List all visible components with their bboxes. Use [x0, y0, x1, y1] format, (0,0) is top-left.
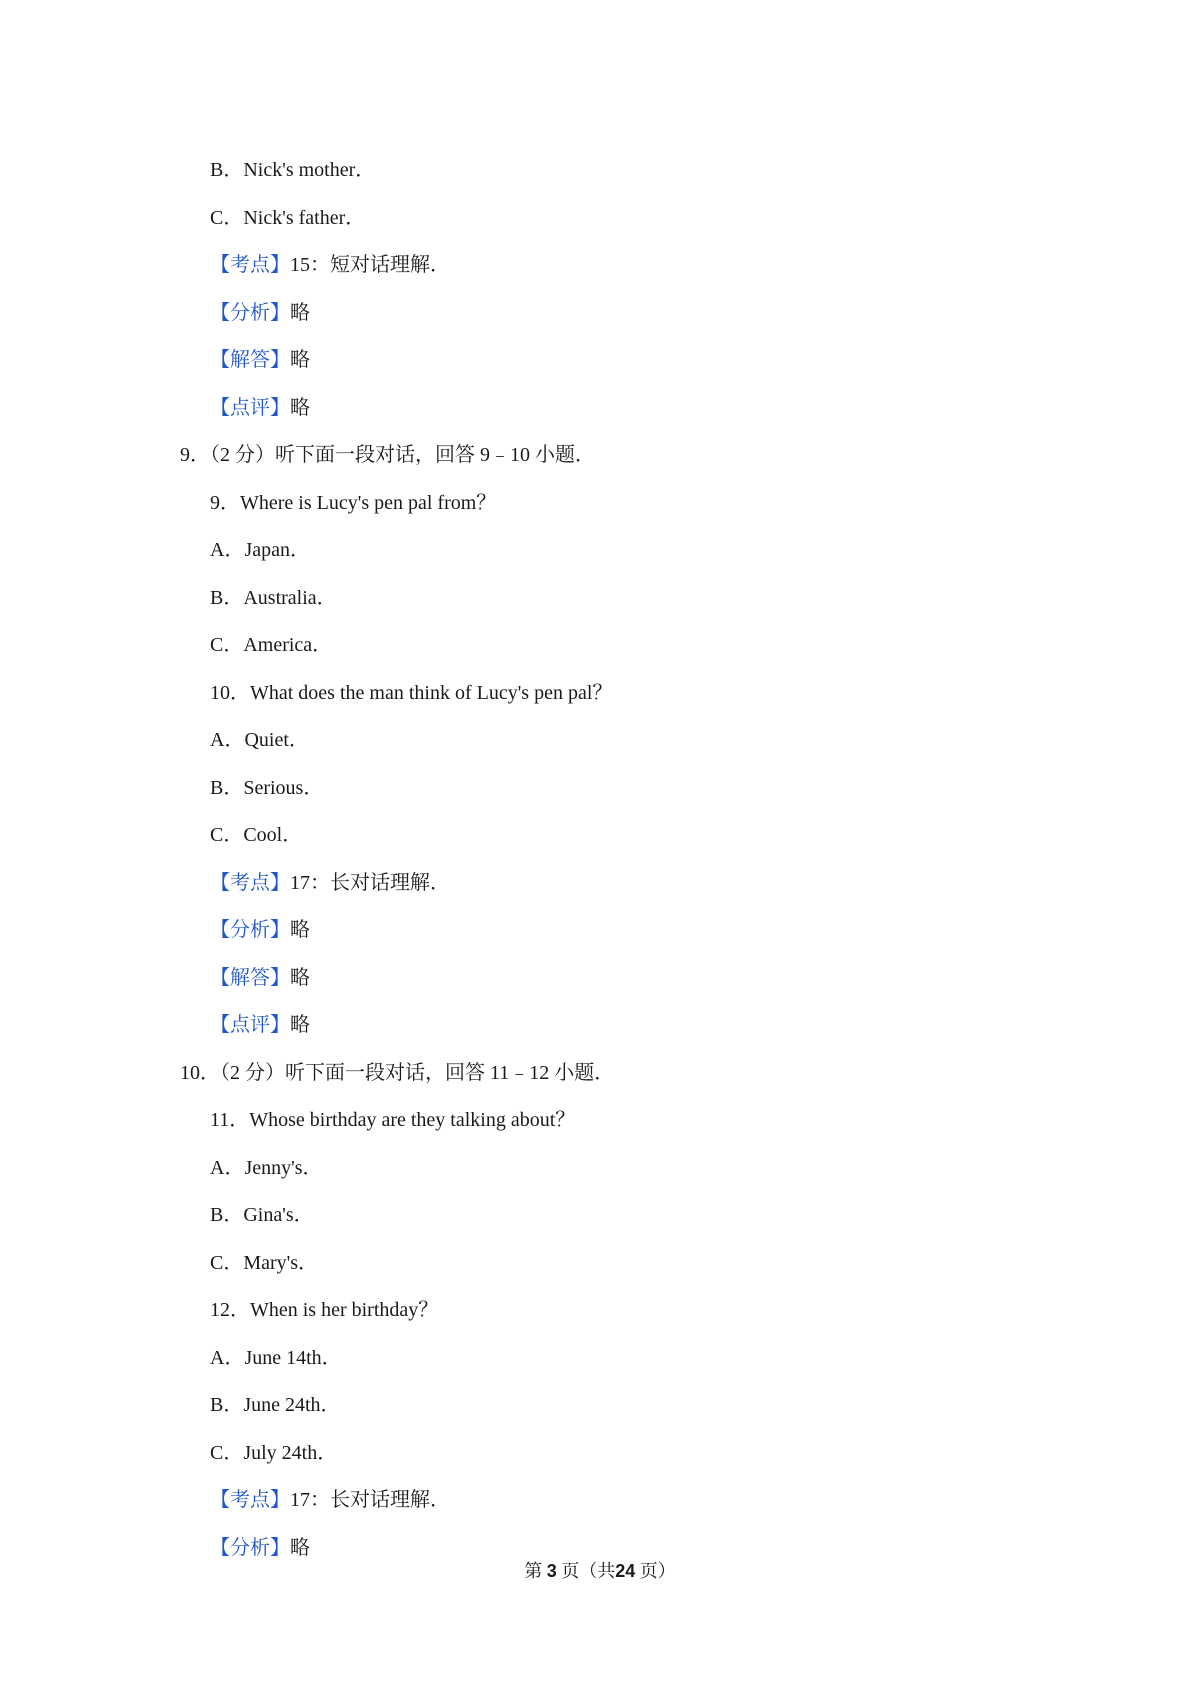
note-line: 【点评】略 [210, 397, 310, 419]
note-line: 【分析】略 [210, 1537, 310, 1559]
option-line: B．June 24th． [210, 1394, 341, 1416]
option-line: B．Serious． [210, 777, 324, 799]
note-tag: 【考点】 [210, 1489, 290, 1511]
page-footer [0, 1560, 1200, 1582]
option-line: A．Quiet． [210, 729, 309, 751]
page-number: 3 [546, 1561, 557, 1581]
option-line: B．Australia． [210, 587, 337, 609]
option-line: 11．Whose birthday are they talking about？ [210, 1109, 576, 1131]
option-line: 9．Where is Lucy's pen pal from？ [210, 492, 497, 514]
note-tag: 【考点】 [210, 254, 290, 276]
note-tag: 【分析】 [210, 1537, 290, 1559]
option-line: 12．When is her birthday？ [210, 1299, 439, 1321]
footer-middle: 页（共 [561, 1561, 616, 1581]
note-tag: 【解答】 [210, 349, 290, 371]
option-line: A．Japan． [210, 539, 310, 561]
footer-suffix: 页） [639, 1561, 676, 1581]
option-line: B．Gina's． [210, 1204, 314, 1226]
note-tag: 【考点】 [210, 872, 290, 894]
note-tag: 【点评】 [210, 1014, 290, 1036]
note-line: 【分析】略 [210, 919, 310, 941]
footer-prefix: 第 [524, 1561, 543, 1581]
option-line: B．Nick's mother． [210, 159, 376, 181]
option-line: C．Nick's father． [210, 207, 366, 229]
note-tag: 【解答】 [210, 967, 290, 989]
option-line: C．Cool． [210, 824, 303, 846]
note-line: 【考点】15：短对话理解． [210, 254, 450, 276]
option-line: 10．What does the man think of Lucy's pen pal？ [210, 682, 613, 704]
option-line: A．Jenny's． [210, 1157, 323, 1179]
note-line: 【考点】17：长对话理解． [210, 1489, 450, 1511]
note-tag: 【分析】 [210, 919, 290, 941]
note-line: 【分析】略 [210, 302, 310, 324]
option-line: C．America． [210, 634, 333, 656]
note-line: 【点评】略 [210, 1014, 310, 1036]
note-tag: 【点评】 [210, 397, 290, 419]
option-line: A．June 14th． [210, 1347, 342, 1369]
note-line: 【考点】17：长对话理解． [210, 872, 450, 894]
note-line: 【解答】略 [210, 967, 310, 989]
page-total: 24 [615, 1561, 636, 1581]
question-heading: 10．（2 分）听下面一段对话，回答 11﹣12 小题． [180, 1062, 615, 1084]
option-line: C．July 24th． [210, 1442, 338, 1464]
note-line: 【解答】略 [210, 349, 310, 371]
question-heading: 9．（2 分）听下面一段对话，回答 9﹣10 小题． [180, 444, 595, 466]
option-line: C．Mary's． [210, 1252, 319, 1274]
note-tag: 【分析】 [210, 302, 290, 324]
